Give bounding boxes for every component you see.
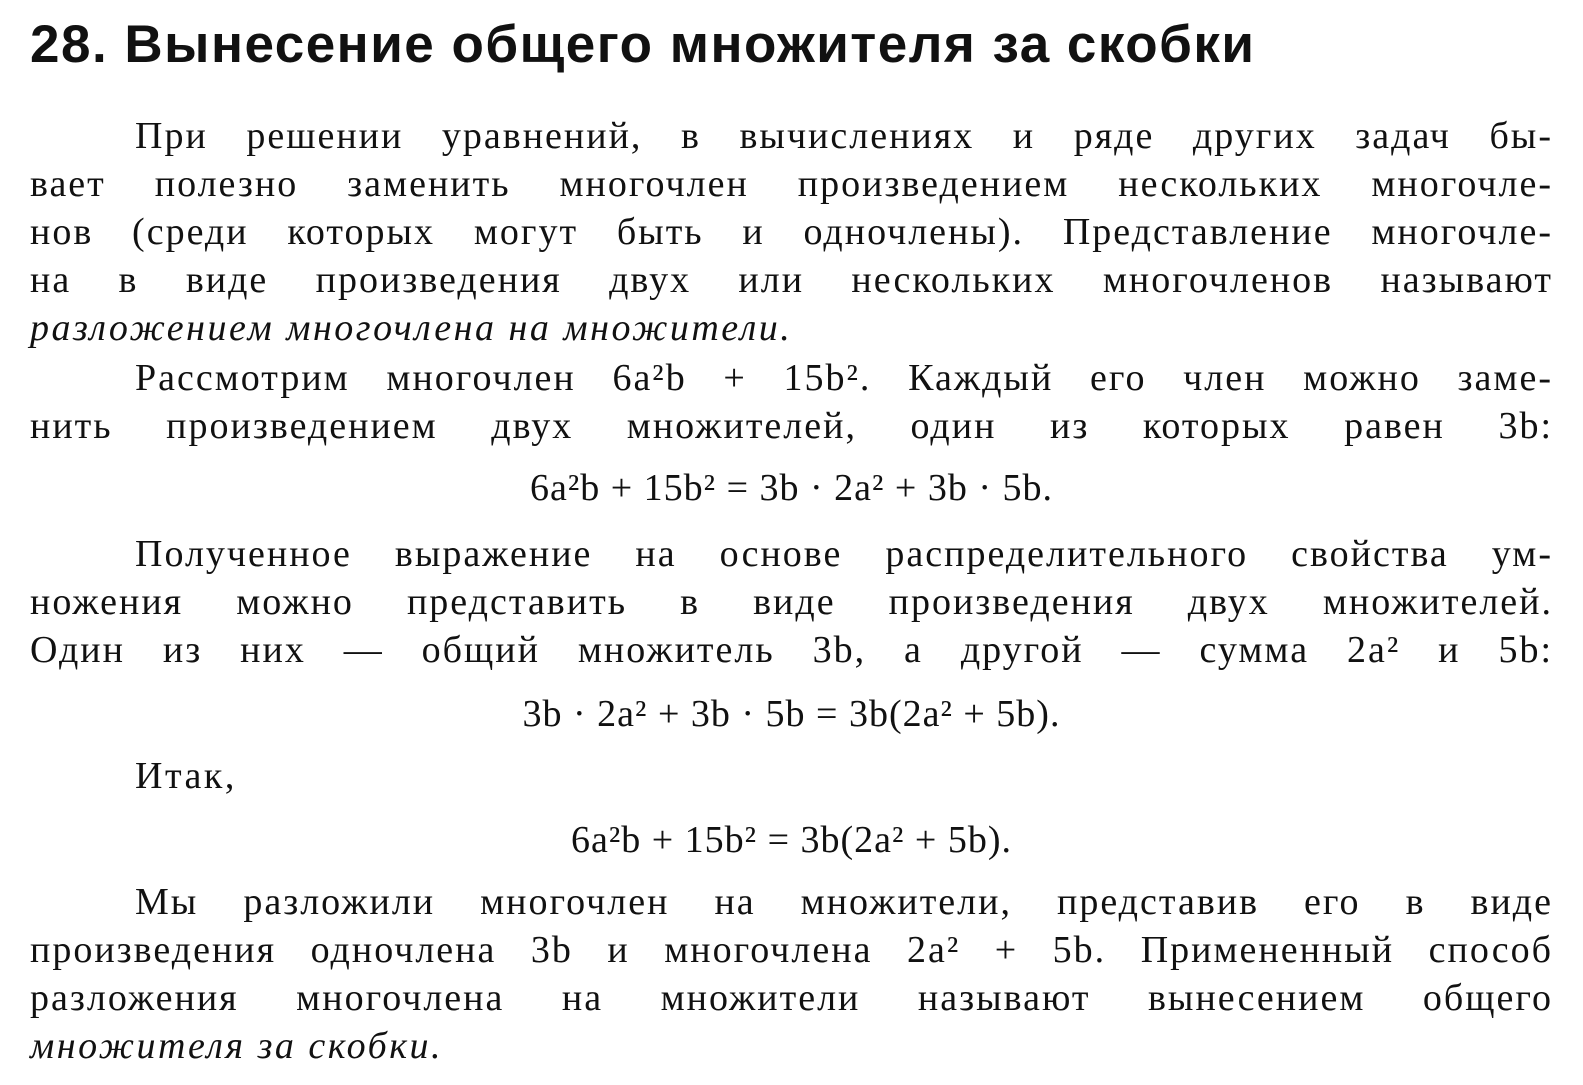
section-title: 28. Вынесение общего множителя за скобки <box>30 15 1256 74</box>
paragraph-line: нов (среди которых могут быть и одночлены). Представление многочле- <box>30 211 1553 253</box>
paragraph-line: разложения многочлена на множители называют вынесением общего <box>30 977 1553 1019</box>
formula: 3b · 2a² + 3b · 5b = 3b(2a² + 5b). <box>522 693 1061 735</box>
paragraph-line: При решении уравнений, в вычислениях и ряде других задач бы- <box>135 115 1553 157</box>
paragraph-line: Итак, <box>135 755 237 797</box>
paragraph-line: Полученное выражение на основе распределительного свойства ум- <box>135 533 1553 575</box>
paragraph-line: вает полезно заменить многочлен произведением нескольких многочле- <box>30 163 1553 205</box>
paragraph-line-emphasis: множителя за скобки. <box>30 1025 444 1067</box>
paragraph-line: Мы разложили многочлен на множители, представив его в виде <box>135 881 1553 923</box>
paragraph-line: на в виде произведения двух или нескольких многочленов называют <box>30 259 1553 301</box>
paragraph-line-emphasis: разложением многочлена на множители. <box>30 307 793 349</box>
paragraph-line: произведения одночлена 3b и многочлена 2a² + 5b. Примененный способ <box>30 929 1553 971</box>
formula: 6a²b + 15b² = 3b(2a² + 5b). <box>570 819 1012 861</box>
formula: 6a²b + 15b² = 3b · 2a² + 3b · 5b. <box>529 467 1053 509</box>
paragraph-line: нить произведением двух множителей, один из которых равен 3b: <box>30 405 1553 447</box>
paragraph-line: ножения можно представить в виде произведения двух множителей. <box>30 581 1553 623</box>
paragraph-line: Рассмотрим многочлен 6a²b + 15b². Каждый его член можно заме- <box>135 357 1553 399</box>
paragraph-line: Один из них — общий множитель 3b, а другой — сумма 2a² и 5b: <box>30 629 1553 671</box>
